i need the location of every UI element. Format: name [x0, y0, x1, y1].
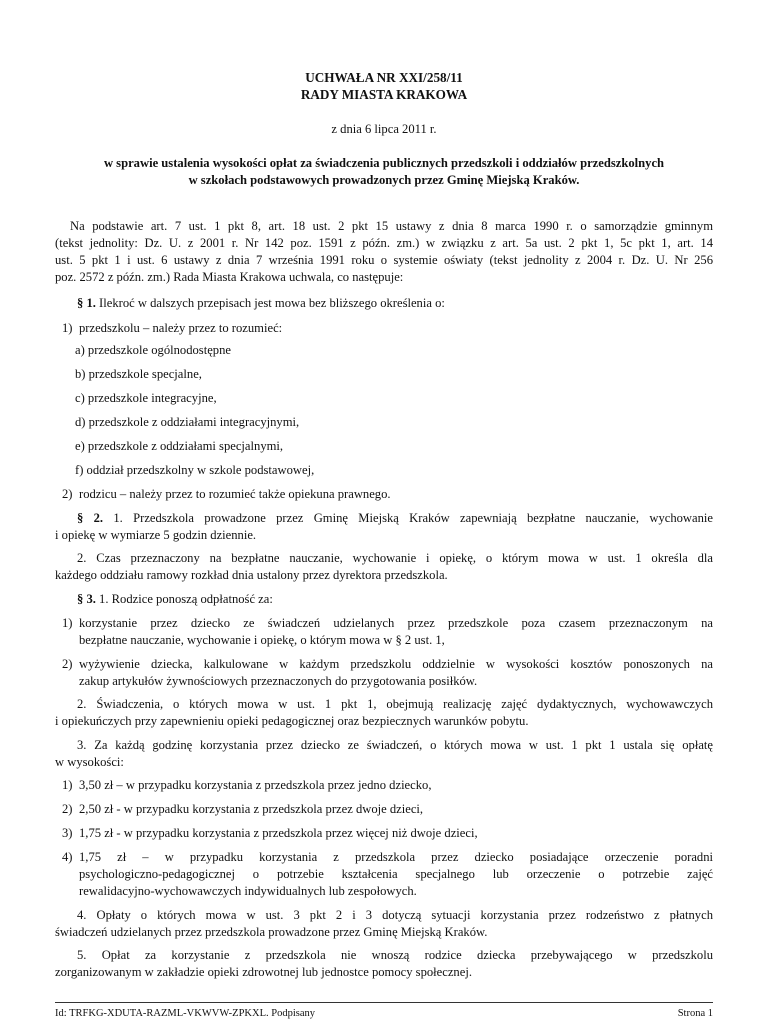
item-text: zakup artykułów żywnościowych przeznaczonych do przygotowania posiłków. — [79, 674, 478, 688]
preamble-line: (tekst jednolity: Dz. U. z 2001 r. Nr 142 poz. 1591 z późn. zm.) w związku z art. 5a ust. 2 pkt 1, 5c pkt 1, art. 14 — [55, 236, 713, 250]
section-text: 1. Przedszkola prowadzone przez Gminę Miejską Kraków zapewniają bezpłatne nauczanie, wychowanie — [113, 511, 713, 525]
letter-item: d) przedszkole z oddziałami integracyjnymi, — [75, 415, 300, 429]
section-3 — [77, 591, 273, 607]
item-number: 2) — [62, 657, 73, 671]
paragraph-line: i opiekę w wymiarze 5 godzin dziennie. — [55, 528, 257, 542]
section-mark: § 3. — [77, 592, 96, 606]
letter-item: f) oddział przedszkolny w szkole podstawowej, — [75, 463, 315, 477]
paragraph-line: i opiekuńczych przy zapewnieniu opieki pedagogicznej oraz bezpiecznych warunków pobytu. — [55, 714, 529, 728]
item-text: korzystanie przez dziecko ze świadczeń udzielanych przez przedszkole poza czasem przeznaczonym na — [79, 616, 713, 630]
footer-divider — [55, 1002, 713, 1003]
preamble-line: poz. 2572 z późn. zm.) Rada Miasta Krakowa uchwala, co następuje: — [55, 270, 404, 284]
section-2 — [77, 510, 713, 526]
document-id: Id: TRFKG-XDUTA-RAZML-VKWVW-ZPKXL. Podpisany — [55, 1008, 315, 1019]
item-number: 4) — [62, 850, 73, 864]
preamble-line: Na podstawie art. 7 ust. 1 pkt 8, art. 18 ust. 2 pkt 15 ustawy z dnia 8 marca 1990 r. o samorządzie gminnym — [70, 219, 713, 233]
paragraph-line: zorganizowanym w zakładzie opieki zdrowotnej lub jednostce pomocy społecznej. — [55, 965, 472, 979]
item-text: 3,50 zł – w przypadku korzystania z przedszkola przez jedno dziecko, — [79, 778, 432, 792]
subject-line-1: w sprawie ustalenia wysokości opłat za świadczenia publicznych przedszkoli i oddziałów przedszkolnych — [103, 156, 665, 170]
paragraph-line: każdego oddziału ramowy rozkład dnia ustalony przez dyrektora przedszkola. — [55, 568, 448, 582]
letter-item: e) przedszkole z oddziałami specjalnymi, — [75, 439, 284, 453]
paragraph-line: 5. Opłat za korzystanie z przedszkola nie wnoszą rodzice dziecka przebywającego w przedszkolu — [77, 948, 713, 962]
letter-item: a) przedszkole ogólnodostępne — [75, 343, 231, 357]
item-number: 3) — [62, 826, 73, 840]
paragraph-line: świadczeń udzielanych przez przedszkola prowadzone przez Gminę Miejską Kraków. — [55, 925, 488, 939]
item-text: przedszkolu – należy przez to rozumieć: — [79, 321, 283, 335]
council-name: RADY MIASTA KRAKOWA — [300, 87, 468, 102]
letter-item: b) przedszkole specjalne, — [75, 367, 202, 381]
item-number: 2) — [62, 487, 73, 501]
paragraph-line: 2. Świadczenia, o których mowa w ust. 1 pkt 1, obejmują realizację zajęć dydaktycznych, wychowawczych — [77, 697, 713, 711]
item-number: 1) — [62, 778, 73, 792]
item-text: 1,75 zł – w przypadku korzystania z przedszkola przez dziecko posiadające orzeczenie poradni — [79, 850, 713, 864]
item-text: psychologiczno-pedagogicznej o potrzebie kształcenia specjalnego lub orzeczenie o potrzebie zajęć — [79, 867, 713, 881]
item-text: rewalidacyjno-wychowawczych indywidualnych lub zespołowych. — [79, 884, 417, 898]
section-text: Ilekroć w dalszych przepisach jest mowa bez bliższego określenia o: — [99, 296, 445, 310]
section-text: 1. Rodzice ponoszą odpłatność za: — [99, 592, 273, 606]
item-text: wyżywienie dziecka, kalkulowane w każdym przedszkolu oddzielnie w wysokości kosztów ponoszonych na — [79, 657, 713, 671]
resolution-date: z dnia 6 lipca 2011 r. — [331, 122, 437, 136]
item-text: rodzicu – należy przez to rozumieć także opiekuna prawnego. — [79, 487, 391, 501]
paragraph-line: 2. Czas przeznaczony na bezpłatne nauczanie, wychowanie i opiekę, o którym mowa w ust. 1 określa dla — [77, 551, 713, 565]
section-1 — [77, 295, 445, 311]
item-number: 1) — [62, 616, 73, 630]
item-text: bezpłatne nauczanie, wychowanie i opiekę, o którym mowa w § 2 ust. 1, — [79, 633, 445, 647]
paragraph-line: w wysokości: — [55, 755, 124, 769]
subject-line-2: w szkołach podstawowych prowadzonych przez Gminę Miejską Kraków. — [188, 173, 580, 187]
preamble-line: ust. 5 pkt 1 i ust. 6 ustawy z dnia 7 września 1991 roku o systemie oświaty (tekst jednolity z 2004 r. Dz. U. Nr 256 — [55, 253, 713, 267]
item-text: 1,75 zł - w przypadku korzystania z przedszkola przez więcej niż dwoje dzieci, — [79, 826, 478, 840]
section-mark: § 2. — [77, 511, 104, 525]
page-number: Strona 1 — [677, 1008, 713, 1019]
item-text: 2,50 zł - w przypadku korzystania z przedszkola przez dwoje dzieci, — [79, 802, 424, 816]
paragraph-line: 3. Za każdą godzinę korzystania przez dziecko ze świadczeń, o których mowa w ust. 1 pkt 1 ustala się opłatę — [77, 738, 713, 752]
resolution-number: UCHWAŁA NR XXI/258/11 — [305, 70, 463, 85]
item-number: 2) — [62, 802, 73, 816]
paragraph-line: 4. Opłaty o których mowa w ust. 3 pkt 2 i 3 dotyczą sytuacji korzystania przez rodzeństwo z płatnych — [77, 908, 713, 922]
letter-item: c) przedszkole integracyjne, — [75, 391, 217, 405]
item-number: 1) — [62, 321, 73, 335]
section-mark: § 1. — [77, 296, 96, 310]
